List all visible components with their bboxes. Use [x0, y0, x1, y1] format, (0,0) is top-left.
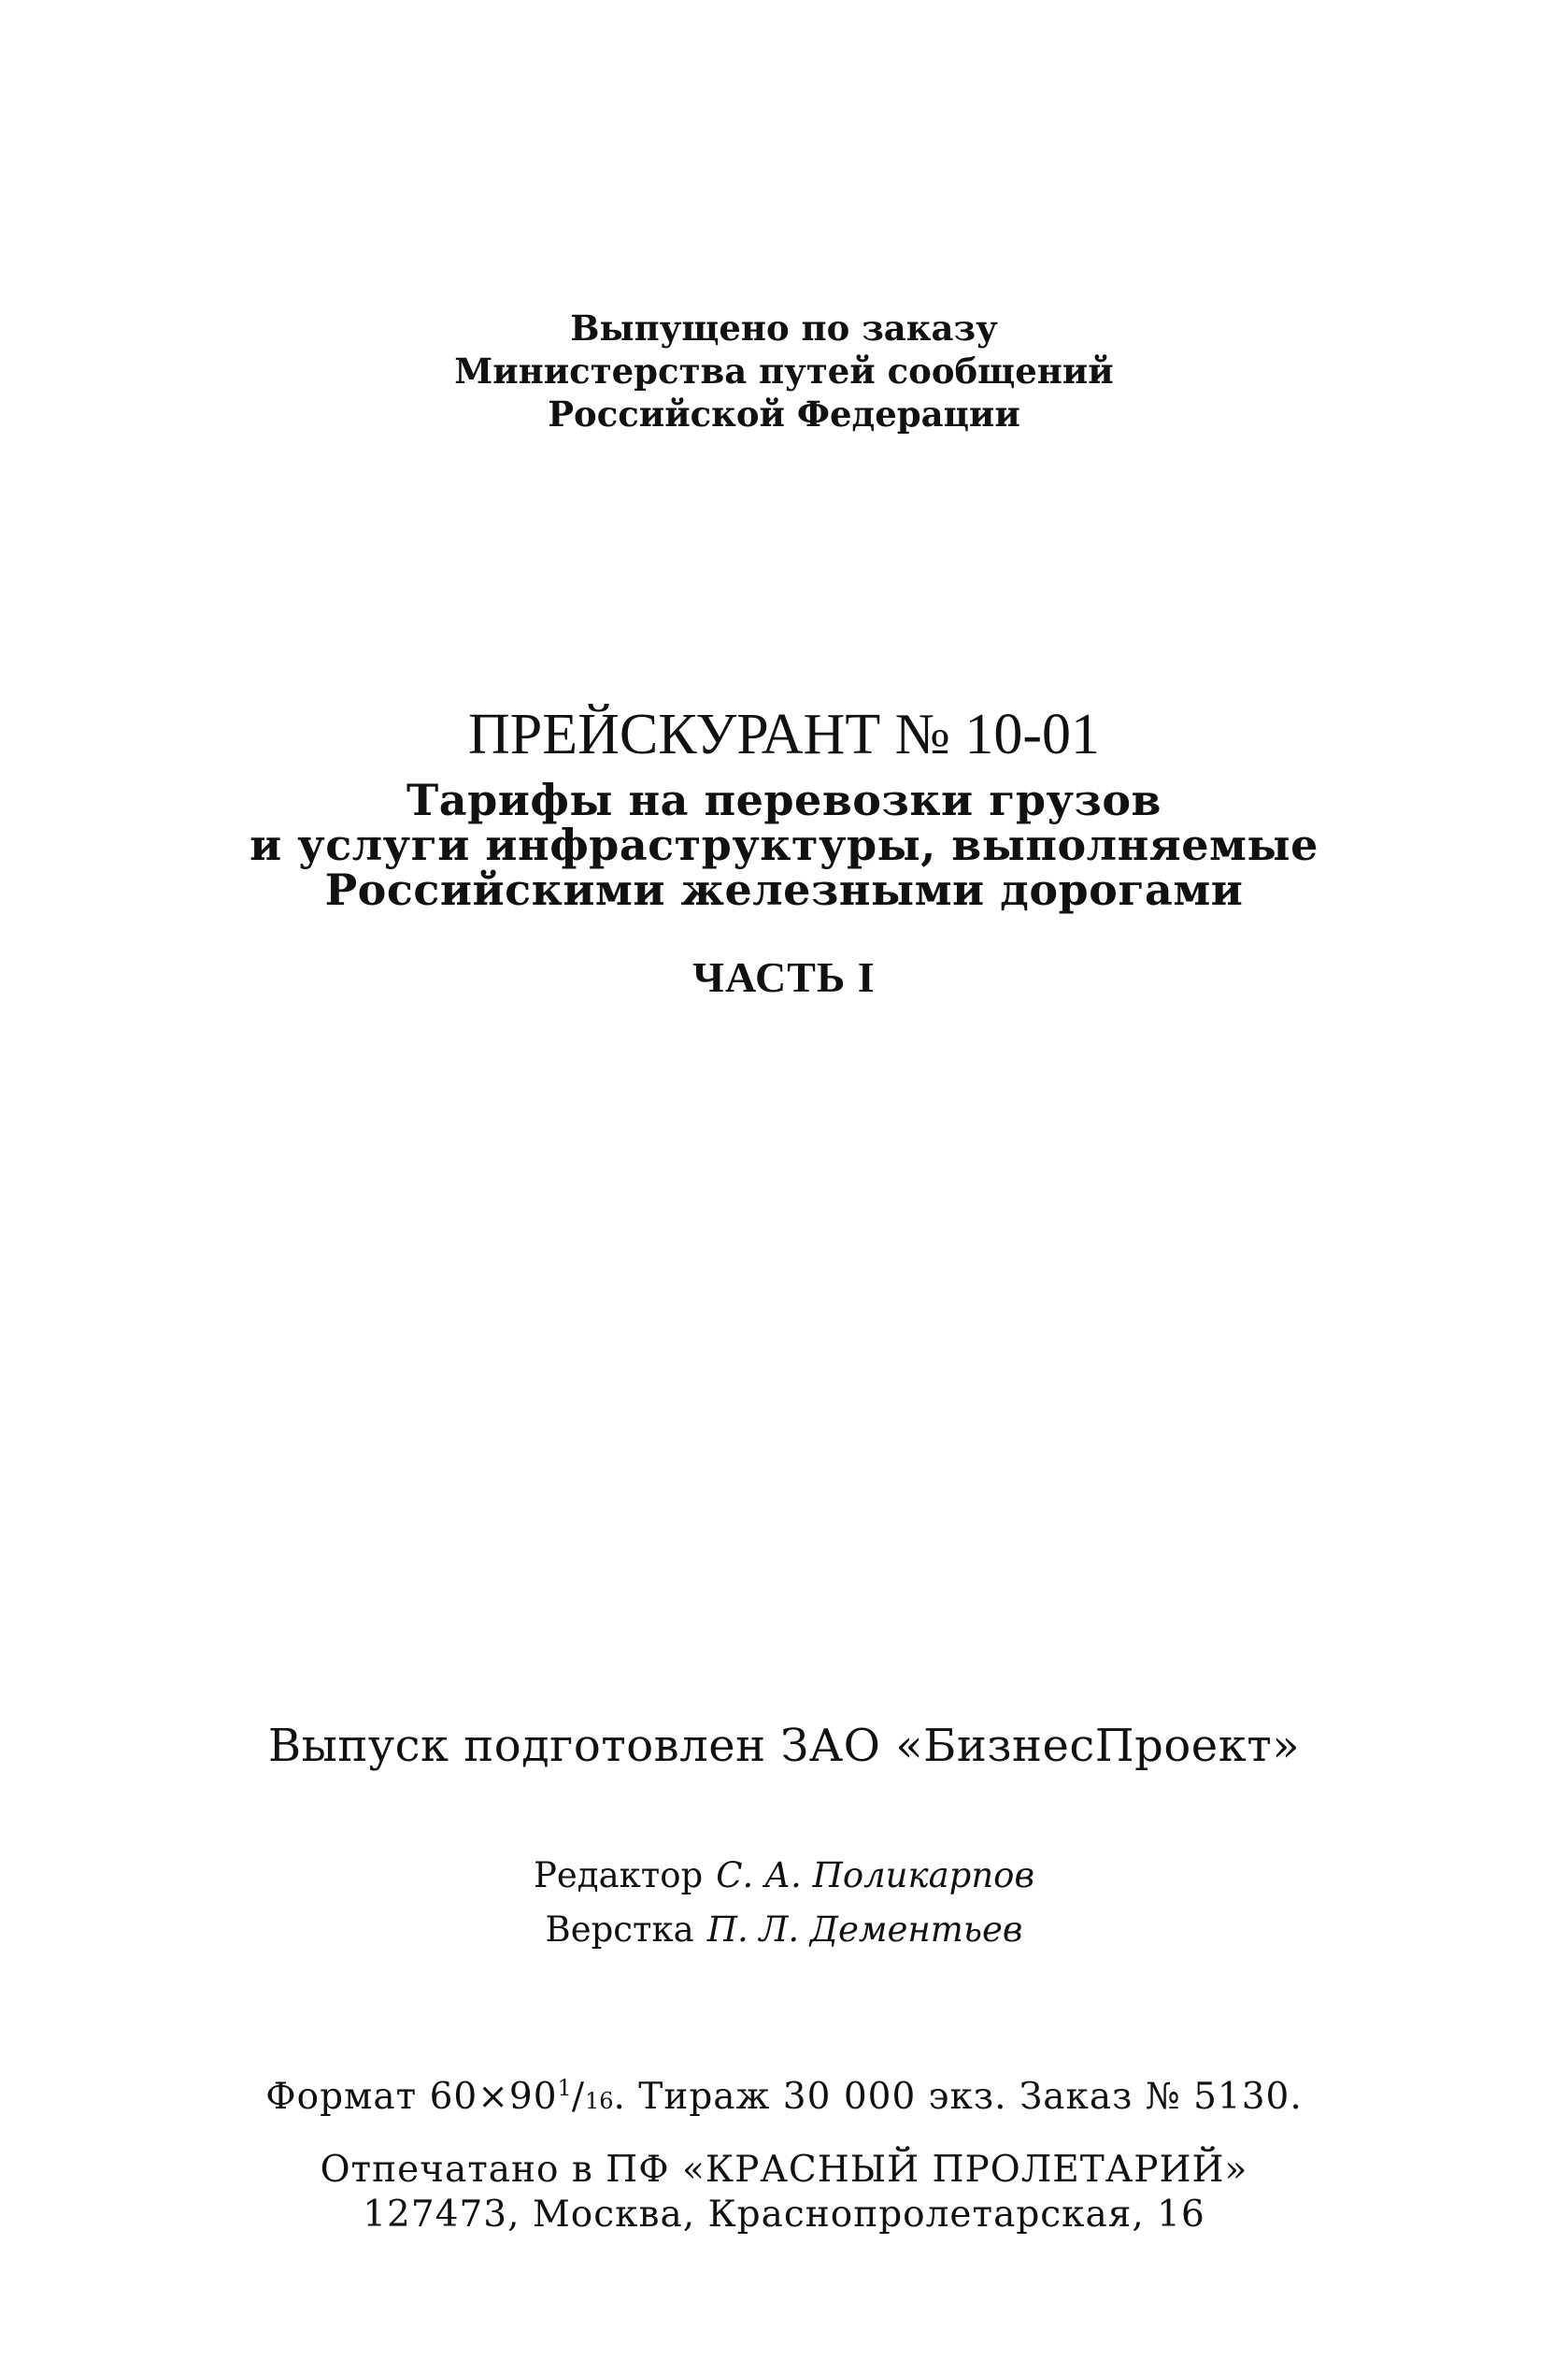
credit-role: Верстка	[545, 1909, 694, 1950]
subtitle-line: Российскими железными дорогами	[324, 865, 1244, 915]
subtitle-line: Тарифы на перевозки грузов	[406, 775, 1162, 825]
document-subtitle	[0, 775, 1568, 915]
publisher-note-line: Выпущено по заказу	[570, 307, 998, 349]
credit-name: П. Л. Дементьев	[706, 1909, 1023, 1950]
publisher-note-line: Российской Федерации	[548, 393, 1020, 435]
printer-name: Отпечатано в ПФ «КРАСНЫЙ ПРОЛЕТАРИЙ»	[320, 2149, 1248, 2191]
publisher-note	[0, 307, 1568, 436]
subtitle-line: и услуги инфраструктуры, выполняемые	[249, 820, 1319, 870]
prepared-by-text: Выпуск подготовлен ЗАО «БизнесПроект»	[267, 1720, 1301, 1772]
credits	[0, 1849, 1568, 1957]
document-title	[0, 699, 1568, 770]
printer-address: 127473, Москва, Краснопролетарская, 16	[363, 2194, 1205, 2236]
credit-editor	[0, 1849, 1568, 1903]
format-fraction-denominator: 16	[584, 2088, 614, 2114]
format-text: Формат $60\times 90^1/16$. Тираж 30 000 экз. Заказ № 5130.	[265, 2075, 1303, 2118]
prepared-by	[0, 1718, 1568, 1774]
credit-role: Редактор	[534, 1855, 704, 1895]
format-line	[0, 2064, 1568, 2125]
printer-info	[0, 2148, 1568, 2237]
credit-layout	[0, 1903, 1568, 1957]
format-fraction-numerator: 1	[557, 2075, 572, 2101]
publisher-note-line: Министерства путей сообщений	[454, 350, 1114, 392]
format-suffix: . Тираж 30 000 экз. Заказ № 5130.	[613, 2076, 1303, 2118]
part-heading-text: ЧАСТЬ I	[692, 953, 876, 1001]
document-title-text: ПРЕЙСКУРАНТ № 10-01	[467, 703, 1101, 766]
credit-name: С. А. Поликарпов	[716, 1855, 1034, 1895]
part-heading	[0, 950, 1568, 1006]
format-prefix: Формат 60×90	[265, 2076, 558, 2118]
